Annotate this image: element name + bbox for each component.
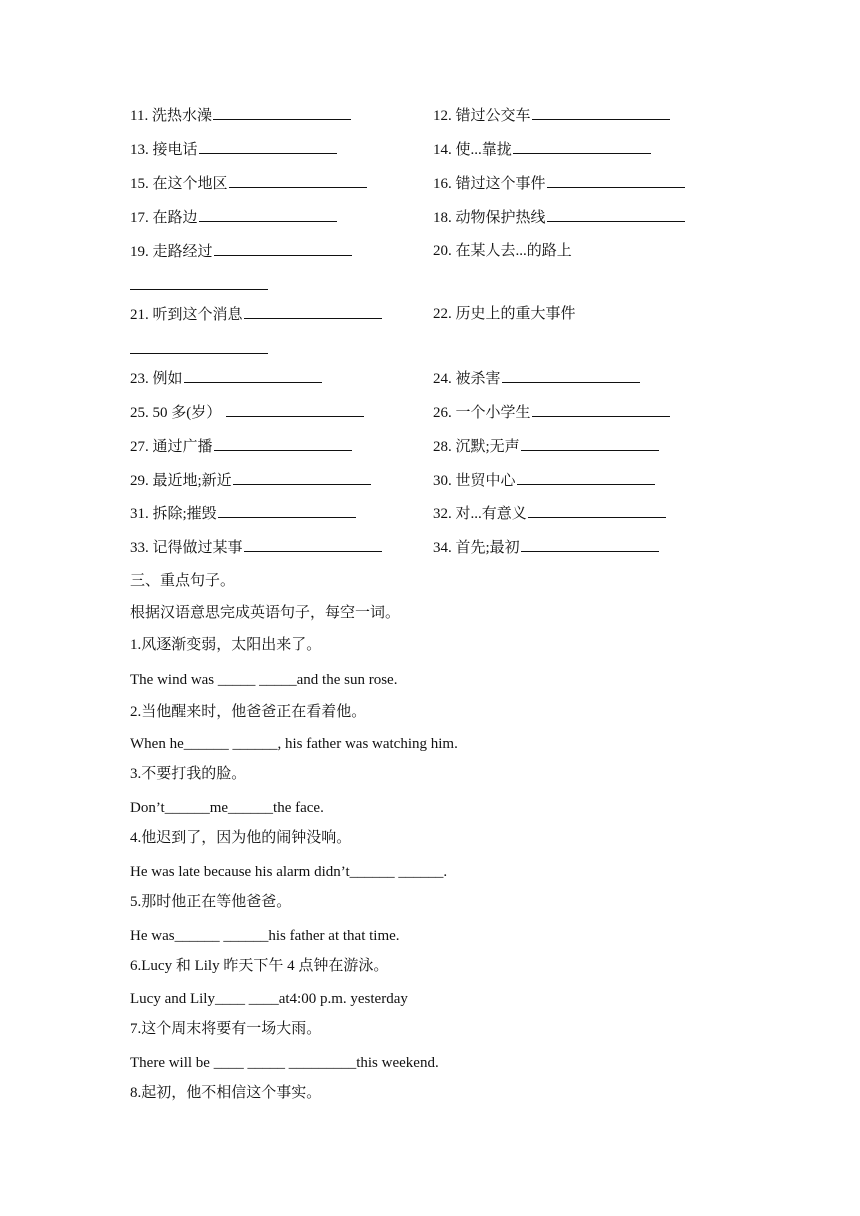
sentence-english: There will be ____ _____ _________this weekend. <box>130 1055 439 1071</box>
sentence-english: He was______ ______his father at that time. <box>130 928 400 944</box>
answer-blank[interactable] <box>233 469 371 485</box>
sentence-chinese: 7.这个周末将要有一场大雨。 <box>130 1021 322 1037</box>
wrapped-blank-line <box>130 274 268 296</box>
vocab-item-19: 19. 走路经过 <box>130 244 213 260</box>
vocab-item-21: 21. 听到这个消息 <box>130 307 243 323</box>
answer-blank[interactable] <box>532 104 670 120</box>
vocab-item-31: 31. 拆除;摧毁 <box>130 506 217 522</box>
vocab-item-34: 34. 首先;最初 <box>433 540 520 556</box>
answer-blank[interactable] <box>502 367 640 383</box>
answer-blank[interactable] <box>521 435 659 451</box>
sentence-chinese: 8.起初，他不相信这个事实。 <box>130 1085 322 1101</box>
section-title: 三、重点句子。 <box>130 573 236 589</box>
vocab-row <box>130 469 770 491</box>
vocab-item-24: 24. 被杀害 <box>433 371 501 387</box>
answer-blank[interactable] <box>214 240 352 256</box>
answer-blank[interactable] <box>130 274 268 290</box>
vocab-item-32: 32. 对...有意义 <box>433 506 527 522</box>
vocab-item-16: 16. 错过这个事件 <box>433 176 546 192</box>
instruction-text: 根据汉语意思完成英语句子，每空一词。 <box>130 605 401 621</box>
vocab-row <box>130 303 770 325</box>
vocab-row <box>130 172 770 194</box>
vocab-item-29: 29. 最近地;新近 <box>130 473 232 489</box>
answer-blank[interactable] <box>218 502 356 518</box>
vocab-row <box>130 240 770 262</box>
vocab-item-25: 25. 50 多(岁） <box>130 405 222 421</box>
vocab-item-30: 30. 世贸中心 <box>433 473 516 489</box>
answer-blank[interactable] <box>199 206 337 222</box>
answer-blank[interactable] <box>547 206 685 222</box>
sentence-chinese: 6.Lucy 和 Lily 昨天下午 4 点钟在游泳。 <box>130 958 389 974</box>
vocab-item-27: 27. 通过广播 <box>130 439 213 455</box>
vocab-item-22: 22. 历史上的重大事件 <box>433 306 576 322</box>
vocab-item-12: 12. 错过公交车 <box>433 108 531 124</box>
vocab-item-18: 18. 动物保护热线 <box>433 210 546 226</box>
answer-blank[interactable] <box>184 367 322 383</box>
vocab-item-33: 33. 记得做过某事 <box>130 540 243 556</box>
answer-blank[interactable] <box>547 172 685 188</box>
vocab-item-13: 13. 接电话 <box>130 142 198 158</box>
vocab-item-14: 14. 使...靠拢 <box>433 142 512 158</box>
sentence-english: When he______ ______, his father was watching him. <box>130 736 458 752</box>
vocab-item-23: 23. 例如 <box>130 371 183 387</box>
answer-blank[interactable] <box>244 303 382 319</box>
answer-blank[interactable] <box>532 401 670 417</box>
vocab-item-28: 28. 沉默;无声 <box>433 439 520 455</box>
answer-blank[interactable] <box>229 172 367 188</box>
vocab-row <box>130 367 770 389</box>
sentence-english: Don’t______me______the face. <box>130 800 324 816</box>
wrapped-blank-line <box>130 338 268 360</box>
answer-blank[interactable] <box>513 138 651 154</box>
answer-blank[interactable] <box>517 469 655 485</box>
answer-blank[interactable] <box>214 435 352 451</box>
vocab-row <box>130 206 770 228</box>
vocab-row <box>130 401 770 423</box>
vocab-item-11: 11. 洗热水澡 <box>130 108 212 124</box>
sentence-english: The wind was _____ _____and the sun rose. <box>130 672 398 688</box>
vocab-item-20: 20. 在某人去...的路上 <box>433 243 572 259</box>
answer-blank[interactable] <box>528 502 666 518</box>
vocab-row <box>130 502 770 524</box>
sentence-chinese: 4.他迟到了，因为他的闹钟没响。 <box>130 830 352 846</box>
vocab-row <box>130 435 770 457</box>
sentence-english: Lucy and Lily____ ____at4:00 p.m. yesterday <box>130 991 408 1007</box>
answer-blank[interactable] <box>521 536 659 552</box>
answer-blank[interactable] <box>226 401 364 417</box>
vocab-row <box>130 138 770 160</box>
sentence-chinese: 1.风逐渐变弱，太阳出来了。 <box>130 637 322 653</box>
sentence-chinese: 5.那时他正在等他爸爸。 <box>130 894 292 910</box>
answer-blank[interactable] <box>130 338 268 354</box>
vocab-item-15: 15. 在这个地区 <box>130 176 228 192</box>
answer-blank[interactable] <box>213 104 351 120</box>
vocab-row <box>130 536 770 558</box>
vocab-item-17: 17. 在路边 <box>130 210 198 226</box>
vocab-row <box>130 104 770 126</box>
sentence-english: He was late because his alarm didn’t______ ______. <box>130 864 448 880</box>
vocab-item-26: 26. 一个小学生 <box>433 405 531 421</box>
answer-blank[interactable] <box>199 138 337 154</box>
sentence-chinese: 2.当他醒来时，他爸爸正在看着他。 <box>130 704 367 720</box>
answer-blank[interactable] <box>244 536 382 552</box>
sentence-chinese: 3.不要打我的脸。 <box>130 766 247 782</box>
